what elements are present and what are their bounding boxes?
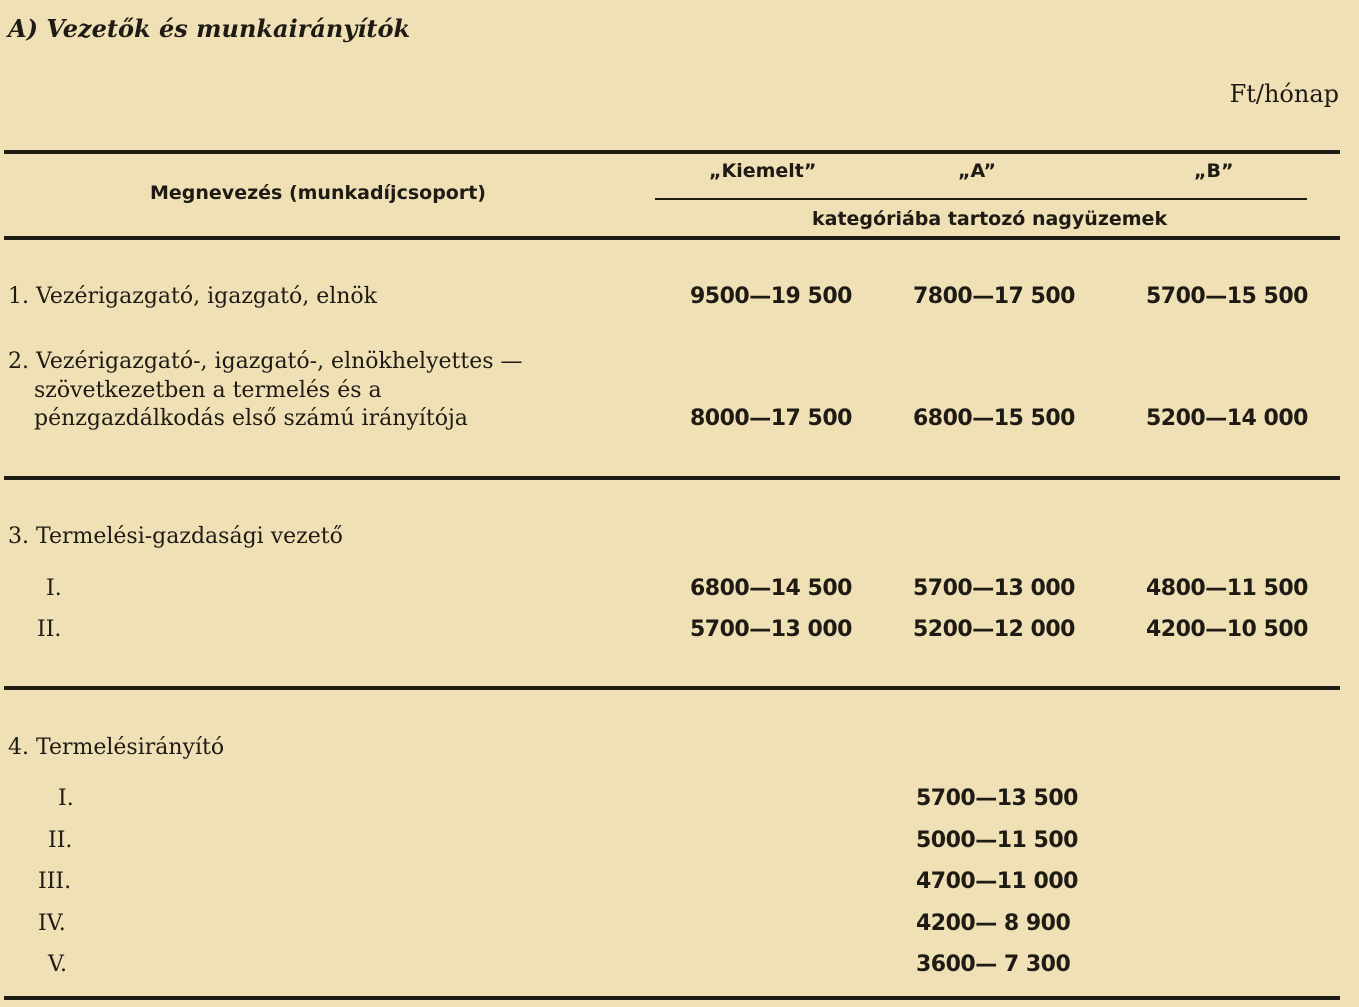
row-3-sub-label: II.	[37, 617, 62, 642]
row-4-sub-value: 4700—11 000	[916, 869, 1078, 894]
header-label-col: Megnevezés (munkadíjcsoport)	[150, 182, 486, 204]
row-2-label-line2: szövetkezetben a termelés és a	[34, 378, 382, 403]
section-rule-2	[4, 686, 1340, 690]
row-1-b: 5700—15 500	[1146, 284, 1308, 309]
row-1-a: 7800—17 500	[913, 284, 1075, 309]
header-bottom-rule	[4, 236, 1340, 240]
row-4-sub-value: 3600— 7 300	[916, 952, 1071, 977]
row-3-sub-a: 5200—12 000	[913, 617, 1075, 642]
row-4-sub-value: 5700—13 500	[916, 786, 1078, 811]
row-2-kiemelt: 8000—17 500	[690, 406, 852, 431]
row-4-sub-label: III.	[38, 869, 72, 894]
row-4-sub-label: V.	[48, 952, 68, 977]
row-1-kiemelt: 9500—19 500	[690, 284, 852, 309]
header-sub-rule	[655, 198, 1307, 200]
row-3-sub-label: I.	[46, 576, 62, 601]
row-4-label: 4. Termelésirányító	[8, 735, 225, 760]
header-span: kategóriába tartozó nagyüzemek	[812, 208, 1168, 230]
table-top-rule	[4, 150, 1340, 154]
row-3-sub-kiemelt: 6800—14 500	[690, 576, 852, 601]
row-4-sub-value: 5000—11 500	[916, 828, 1078, 853]
row-3-sub-b: 4800—11 500	[1146, 576, 1308, 601]
header-col-kiemelt: „Kiemelt”	[709, 160, 817, 182]
section-rule-1	[4, 476, 1340, 480]
section-title: A) Vezetők és munkairányítók	[8, 14, 411, 43]
row-3-sub-kiemelt: 5700—13 000	[690, 617, 852, 642]
row-4-sub-label: IV.	[38, 911, 66, 936]
row-3-sub-b: 4200—10 500	[1146, 617, 1308, 642]
row-4-sub-label: II.	[48, 828, 73, 853]
row-2-b: 5200—14 000	[1146, 406, 1308, 431]
unit-label: Ft/hónap	[1229, 80, 1339, 108]
table-bottom-rule	[4, 996, 1340, 1000]
row-4-sub-label: I.	[58, 786, 74, 811]
header-col-a: „A”	[958, 160, 996, 182]
row-1-label: 1. Vezérigazgató, igazgató, elnök	[8, 284, 377, 309]
header-col-b: „B”	[1194, 160, 1234, 182]
row-2-label-line1: 2. Vezérigazgató-, igazgató-, elnökhelyettes —	[8, 349, 523, 374]
row-4-sub-value: 4200— 8 900	[916, 911, 1071, 936]
row-3-sub-a: 5700—13 000	[913, 576, 1075, 601]
row-2-label-line3: pénzgazdálkodás első számú irányítója	[34, 406, 468, 431]
row-3-label: 3. Termelési-gazdasági vezető	[8, 524, 343, 549]
row-2-a: 6800—15 500	[913, 406, 1075, 431]
